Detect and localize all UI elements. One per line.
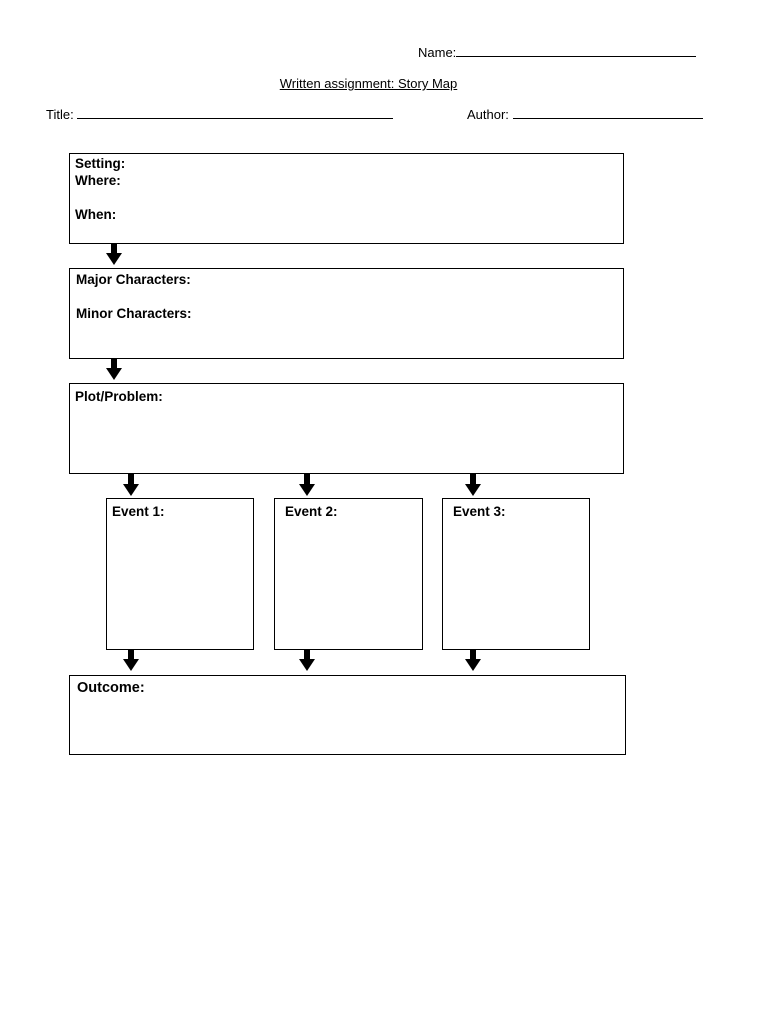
down-arrow-icon <box>123 474 139 496</box>
setting-heading: Setting: <box>75 156 126 171</box>
down-arrow-icon <box>106 243 122 265</box>
event-3-box[interactable] <box>442 498 590 650</box>
author-field <box>467 106 703 123</box>
down-arrow-icon <box>465 474 481 496</box>
title-blank-line[interactable] <box>77 106 393 119</box>
plot-problem-heading: Plot/Problem: <box>75 389 163 404</box>
when-label: When: <box>75 207 117 222</box>
setting-box[interactable] <box>69 153 624 244</box>
down-arrow-icon <box>123 649 139 671</box>
outcome-box[interactable] <box>69 675 626 755</box>
major-characters-label: Major Characters: <box>76 272 191 287</box>
plot-problem-box[interactable] <box>69 383 624 474</box>
assignment-title: Written assignment: Story Map <box>279 76 458 91</box>
event-3-label: Event 3: <box>453 504 506 519</box>
name-field <box>418 44 696 61</box>
down-arrow-icon <box>465 649 481 671</box>
characters-box[interactable] <box>69 268 624 359</box>
title-field <box>46 106 393 123</box>
down-arrow-icon <box>299 474 315 496</box>
event-2-box[interactable] <box>274 498 423 650</box>
minor-characters-label: Minor Characters: <box>76 306 192 321</box>
down-arrow-icon <box>106 358 122 380</box>
title-label: Title: <box>46 107 74 122</box>
event-1-label: Event 1: <box>112 504 165 519</box>
author-blank-line[interactable] <box>513 106 703 119</box>
event-1-box[interactable] <box>106 498 254 650</box>
event-2-label: Event 2: <box>285 504 338 519</box>
outcome-heading: Outcome: <box>77 680 145 696</box>
down-arrow-icon <box>299 649 315 671</box>
name-label: Name: <box>418 45 457 60</box>
where-label: Where: <box>75 173 121 188</box>
name-blank-line[interactable] <box>456 44 696 57</box>
author-label: Author: <box>467 107 509 122</box>
